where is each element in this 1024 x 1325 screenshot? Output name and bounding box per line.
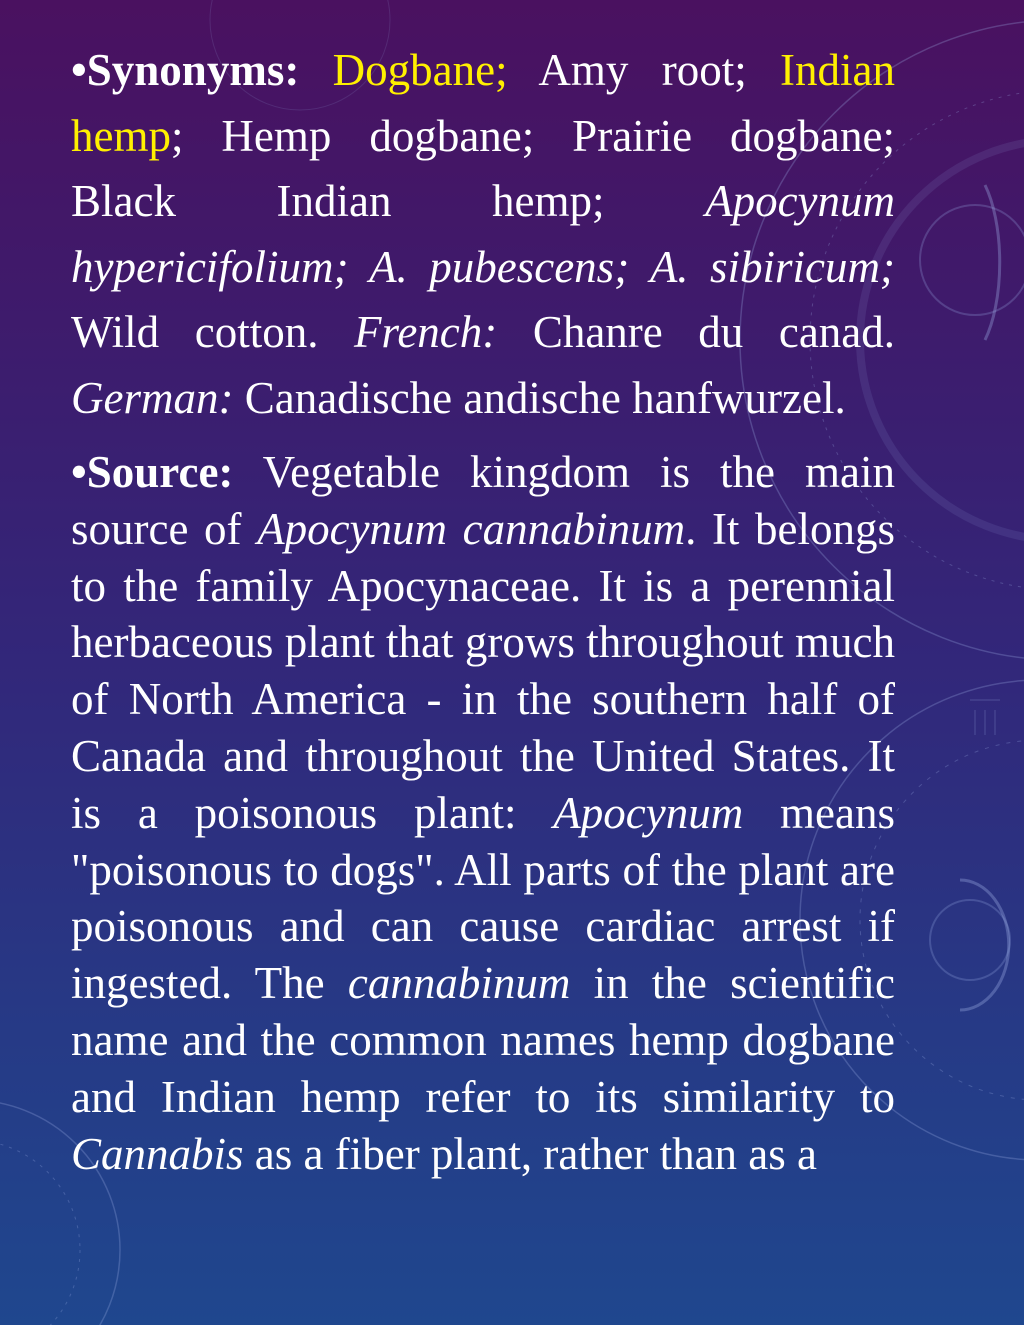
source-text-4: in the scientific name and the common names hemp dogbane and Indian hemp refer to its similarity to (71, 958, 895, 1122)
source-italic-cannabis: Cannabis (71, 1128, 244, 1179)
synonym-hemp-dogbane: Hemp dogbane; Prairie dogbane; (221, 110, 895, 161)
synonym-hemp: hemp (71, 110, 171, 161)
french-label: French: (354, 307, 498, 357)
semicolon: ; (170, 110, 184, 161)
source-text-2: . It belongs to the family Apocynaceae. It is a perennial herbaceous plant that grows throughout much of North America - in the southern half of Canada and throughout the United States. It is a poisonous plant: (71, 503, 896, 838)
french-name: Chanre du canad. (532, 307, 896, 357)
source-text-3: means "poisonous to dogs". All parts of the plant are poisonous and can cause cardiac arrest if ingested. The (71, 787, 896, 1009)
source-text-5: as a fiber plant, rather than as a (254, 1128, 818, 1179)
source-text-1: Vegetable kingdom is the main source of (71, 447, 896, 554)
source-italic-cannabinum: cannabinum (347, 958, 571, 1009)
synonym-black-indian-hemp: Black Indian hemp; (71, 176, 605, 226)
synonym-amy-root: Amy root; (538, 45, 747, 95)
source-italic-apocynum-cannabinum: Apocynum cannabinum (257, 503, 686, 554)
source-section (71, 444, 895, 1182)
source-label: •Source: (71, 447, 234, 497)
synonyms-section (71, 38, 895, 431)
synonyms-paragraph (71, 38, 895, 431)
source-italic-apocynum: Apocynum (553, 787, 744, 838)
synonyms-label: •Synonyms: (71, 45, 300, 95)
german-name: Canadische andische hanfwurzel. (244, 372, 846, 423)
german-label: German: (71, 372, 234, 423)
synonym-indian: Indian (780, 45, 895, 95)
synonym-latin-names: Apocynum hypericifolium; A. pubescens; A. sibiricum; (71, 176, 896, 292)
synonym-wild-cotton: Wild cotton. (71, 307, 319, 357)
synonym-dogbane: Dogbane; (332, 45, 508, 95)
source-paragraph (71, 444, 895, 1182)
